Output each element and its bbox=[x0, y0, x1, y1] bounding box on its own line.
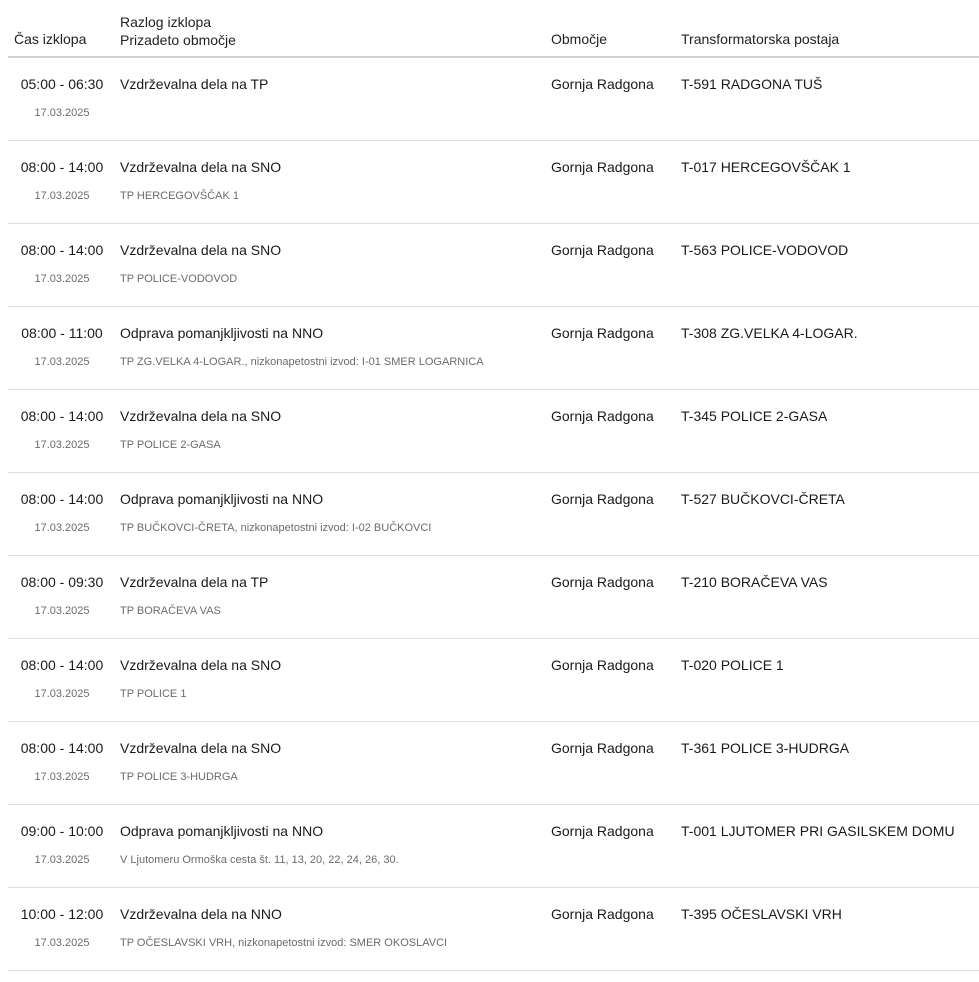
transformer-station: T-210 BORAČEVA VAS bbox=[681, 574, 828, 590]
table-row bbox=[8, 888, 979, 971]
area: Gornja Radgona bbox=[551, 740, 654, 756]
affected-area: TP POLICE 1 bbox=[120, 688, 187, 700]
area: Gornja Radgona bbox=[551, 159, 654, 175]
outage-time: 09:00 - 10:00 bbox=[20, 823, 104, 839]
transformer-station: T-020 POLICE 1 bbox=[681, 657, 784, 673]
outage-reason: Vzdrževalna dela na NNO bbox=[120, 906, 282, 922]
affected-area: TP POLICE-VODOVOD bbox=[120, 273, 238, 285]
transformer-station: T-308 ZG.VELKA 4-LOGAR. bbox=[681, 325, 858, 341]
outage-reason: Odprava pomanjkljivosti na NNO bbox=[120, 325, 324, 341]
outage-time: 08:00 - 14:00 bbox=[20, 159, 104, 175]
outage-date: 17.03.2025 bbox=[34, 439, 90, 451]
outage-time: 08:00 - 14:00 bbox=[20, 740, 104, 756]
table-row bbox=[8, 224, 979, 307]
header-time: Čas izklopa bbox=[14, 31, 87, 47]
outage-reason: Odprava pomanjkljivosti na NNO bbox=[120, 491, 324, 507]
outage-date: 17.03.2025 bbox=[34, 771, 90, 783]
area: Gornja Radgona bbox=[551, 657, 654, 673]
area: Gornja Radgona bbox=[551, 491, 654, 507]
outage-reason: Vzdrževalna dela na SNO bbox=[120, 740, 282, 756]
outage-date: 17.03.2025 bbox=[34, 273, 90, 285]
affected-area: TP BUČKOVCI-ČRETA, nizkonapetostni izvod: I-02 BUČKOVCI bbox=[120, 522, 432, 534]
outage-time: 08:00 - 09:30 bbox=[20, 574, 104, 590]
outage-table bbox=[8, 0, 979, 971]
outage-time: 08:00 - 14:00 bbox=[20, 657, 104, 673]
affected-area: TP OČESLAVSKI VRH, nizkonapetostni izvod: SMER OKOSLAVCI bbox=[120, 937, 448, 949]
outage-reason: Odprava pomanjkljivosti na NNO bbox=[120, 823, 324, 839]
affected-area: TP HERCEGOVŠČAK 1 bbox=[120, 190, 239, 202]
outage-date: 17.03.2025 bbox=[34, 937, 90, 949]
table-row bbox=[8, 722, 979, 805]
transformer-station: T-527 BUČKOVCI-ČRETA bbox=[681, 491, 845, 507]
header-station: Transformatorska postaja bbox=[681, 31, 840, 47]
transformer-station: T-001 LJUTOMER PRI GASILSKEM DOMU bbox=[681, 823, 955, 839]
header-affected-label: Prizadeto območje bbox=[120, 32, 236, 48]
outage-date: 17.03.2025 bbox=[34, 854, 90, 866]
outage-reason: Vzdrževalna dela na SNO bbox=[120, 657, 282, 673]
area: Gornja Radgona bbox=[551, 408, 654, 424]
outage-reason: Vzdrževalna dela na TP bbox=[120, 574, 269, 590]
outage-time: 08:00 - 11:00 bbox=[21, 325, 103, 341]
area: Gornja Radgona bbox=[551, 906, 654, 922]
area: Gornja Radgona bbox=[551, 823, 654, 839]
area: Gornja Radgona bbox=[551, 325, 654, 341]
area: Gornja Radgona bbox=[551, 76, 654, 92]
outage-date: 17.03.2025 bbox=[34, 688, 90, 700]
transformer-station: T-361 POLICE 3-HUDRGA bbox=[681, 740, 850, 756]
outage-reason: Vzdrževalna dela na SNO bbox=[120, 159, 282, 175]
outage-reason: Vzdrževalna dela na SNO bbox=[120, 408, 282, 424]
table-row bbox=[8, 556, 979, 639]
outage-date: 17.03.2025 bbox=[34, 605, 90, 617]
outage-date: 17.03.2025 bbox=[34, 356, 90, 368]
outage-time: 05:00 - 06:30 bbox=[20, 76, 104, 92]
outage-time: 08:00 - 14:00 bbox=[20, 491, 104, 507]
affected-area: TP BORAČEVA VAS bbox=[120, 605, 221, 617]
transformer-station: T-395 OČESLAVSKI VRH bbox=[681, 906, 842, 922]
header-area: Območje bbox=[551, 31, 608, 47]
affected-area: TP ZG.VELKA 4-LOGAR., nizkonapetostni izvod: I-01 SMER LOGARNICA bbox=[120, 356, 484, 368]
table-row bbox=[8, 805, 979, 888]
outage-time: 10:00 - 12:00 bbox=[20, 906, 104, 922]
table-row bbox=[8, 141, 979, 224]
affected-area: TP POLICE 2-GASA bbox=[120, 439, 221, 451]
table-row bbox=[8, 307, 979, 390]
outage-date: 17.03.2025 bbox=[34, 522, 90, 534]
table-row bbox=[8, 58, 979, 141]
table-body bbox=[8, 58, 979, 971]
header-reason bbox=[120, 13, 236, 49]
outage-time: 08:00 - 14:00 bbox=[20, 242, 104, 258]
table-row bbox=[8, 390, 979, 473]
outage-reason: Vzdrževalna dela na TP bbox=[120, 76, 269, 92]
outage-date: 17.03.2025 bbox=[34, 107, 90, 119]
area: Gornja Radgona bbox=[551, 242, 654, 258]
transformer-station: T-345 POLICE 2-GASA bbox=[681, 408, 828, 424]
transformer-station: T-017 HERCEGOVŠČAK 1 bbox=[681, 159, 851, 175]
transformer-station: T-563 POLICE-VODOVOD bbox=[681, 242, 849, 258]
table-row bbox=[8, 473, 979, 556]
transformer-station: T-591 RADGONA TUŠ bbox=[681, 76, 823, 92]
outage-reason: Vzdrževalna dela na SNO bbox=[120, 242, 282, 258]
header-reason-label: Razlog izklopa bbox=[120, 14, 212, 30]
area: Gornja Radgona bbox=[551, 574, 654, 590]
table-row bbox=[8, 639, 979, 722]
affected-area: V Ljutomeru Ormoška cesta št. 11, 13, 20, 22, 24, 26, 30. bbox=[120, 854, 399, 866]
outage-time: 08:00 - 14:00 bbox=[20, 408, 104, 424]
affected-area: TP POLICE 3-HUDRGA bbox=[120, 771, 238, 783]
outage-date: 17.03.2025 bbox=[34, 190, 90, 202]
table-header bbox=[8, 0, 979, 58]
